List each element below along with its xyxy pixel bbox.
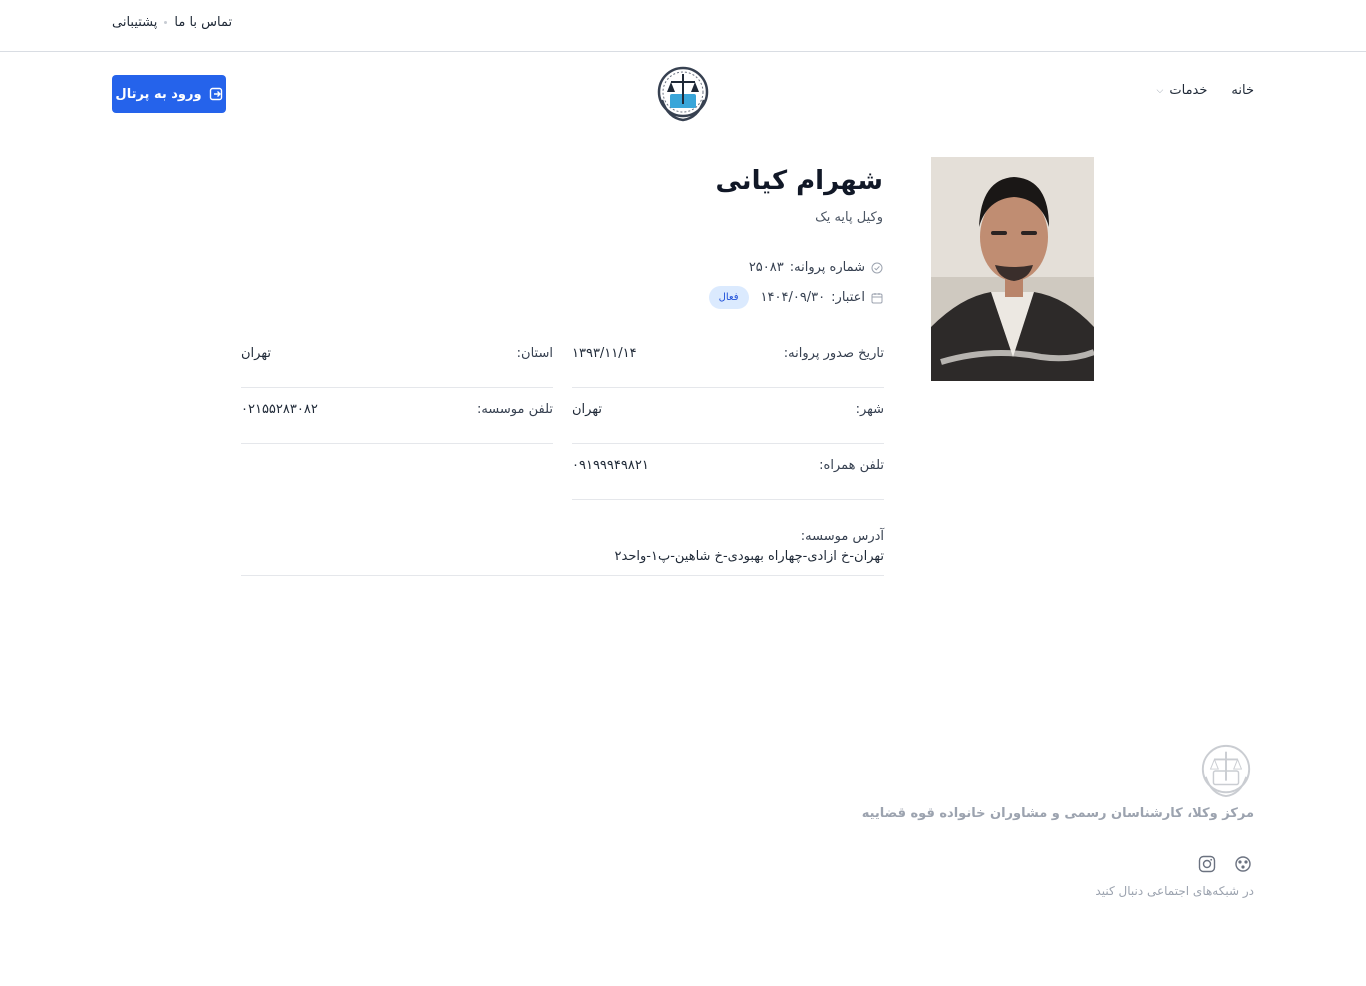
mobile-value[interactable]: ۰۹۱۹۹۹۴۹۸۲۱	[572, 458, 649, 473]
footer-title: مرکز وکلا، کارشناسان رسمی و مشاوران خانواده قوه قضاییه	[861, 806, 1254, 821]
license-number: ۲۵۰۸۳	[748, 260, 784, 275]
top-links	[112, 15, 232, 30]
field-mobile	[572, 444, 884, 500]
field-address	[241, 520, 884, 576]
check-circle-icon	[871, 262, 883, 274]
field-city	[572, 388, 884, 444]
footer-emblem-logo	[1198, 742, 1254, 800]
separator-dot	[164, 21, 167, 24]
instagram-icon[interactable]	[1196, 853, 1218, 875]
license-label: شماره پروانه:	[789, 260, 865, 275]
nav-home-label: خانه	[1231, 83, 1254, 98]
chevron-down-icon: ⌵	[1156, 85, 1164, 96]
validity-label: اعتبار:	[831, 290, 865, 305]
login-icon	[209, 87, 223, 101]
province-label: استان:	[516, 346, 553, 361]
nav-home[interactable]	[1231, 83, 1254, 98]
field-office-phone	[241, 388, 553, 444]
nav-services[interactable]	[1157, 83, 1208, 98]
social-links	[1196, 853, 1254, 875]
city-value: تهران	[572, 402, 602, 417]
province-value: تهران	[241, 346, 271, 361]
follow-text: در شبکه‌های اجتماعی دنبال کنید	[1095, 884, 1254, 898]
mobile-label: تلفن همراه:	[819, 458, 884, 473]
license-row	[749, 260, 883, 275]
portal-login-button[interactable]	[112, 75, 226, 113]
validity-date: ۱۴۰۴/۰۹/۳۰	[760, 290, 826, 305]
field-issue-date	[572, 332, 884, 388]
main-nav	[1157, 83, 1254, 98]
issue-date-value: ۱۳۹۳/۱۱/۱۴	[572, 346, 637, 361]
address-label: آدرس موسسه:	[800, 529, 884, 544]
office-phone-value[interactable]: ۰۲۱۵۵۲۸۳۰۸۲	[241, 402, 318, 417]
issue-date-label: تاریخ صدور پروانه:	[783, 346, 884, 361]
network-icon[interactable]	[1232, 853, 1254, 875]
contact-link[interactable]: تماس با ما	[174, 15, 233, 30]
lawyer-rank: وکیل پایه یک	[815, 210, 883, 225]
lawyer-photo	[931, 157, 1094, 381]
nav-services-label: خدمات	[1169, 83, 1208, 98]
top-utility-bar	[0, 0, 1366, 52]
validity-row	[709, 286, 883, 309]
judiciary-emblem-logo[interactable]	[654, 64, 712, 124]
status-badge: فعال	[709, 286, 749, 309]
field-province	[241, 332, 553, 388]
office-phone-label: تلفن موسسه:	[476, 402, 553, 417]
calendar-icon	[871, 292, 883, 304]
city-label: شهر:	[855, 402, 884, 417]
support-link[interactable]: پشتیبانی	[112, 15, 158, 30]
lawyer-name: شهرام کیانی	[715, 166, 883, 196]
portal-login-label: ورود به پرتال	[115, 86, 202, 102]
address-value: تهران-خ ازادی-چهاراه بهبودی-خ شاهین-پ۱-واحد۲	[614, 549, 884, 564]
